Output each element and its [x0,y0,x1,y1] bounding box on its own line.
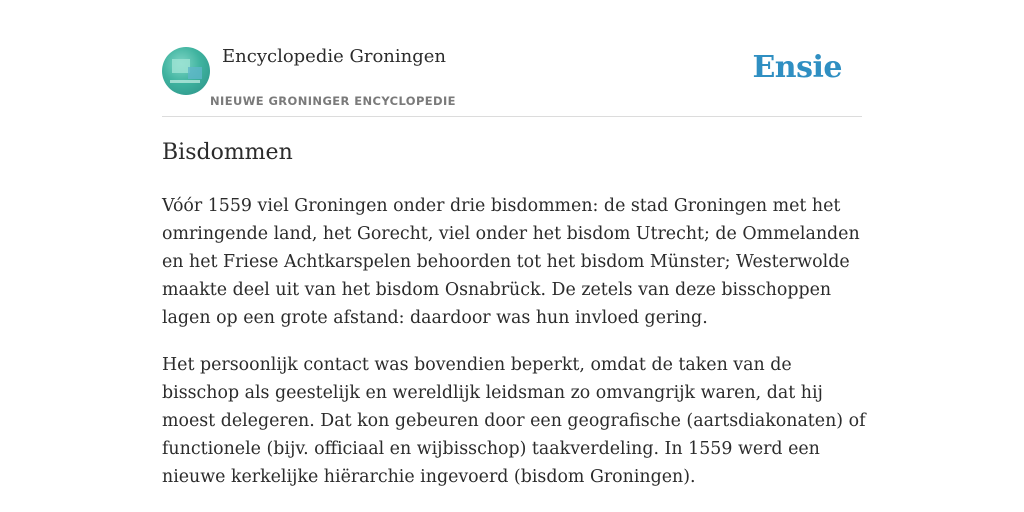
article-title: Bisdommen [162,140,293,165]
ensie-brand-link[interactable]: Ensie [752,50,842,85]
site-subtitle: NIEUWE GRONINGER ENCYCLOPEDIE [210,94,456,108]
logo-bar [170,80,200,83]
article-paragraph: Vóór 1559 viel Groningen onder drie bisdommen: de stad Groningen met het omringende land, het Gorecht, viel onder het bisdom Utrecht; de Ommelanden en het Friese Achtkarspelen behoorden tot het bisdom Münster; Westerwolde maakte deel uit van het bisdom Osnabrück. De zetels van deze bisschoppen lagen op een grote afstand: daardoor was hun invloed gering. [162,196,860,328]
site-header [162,44,862,117]
site-logo[interactable] [162,47,210,95]
logo-tile [188,67,202,79]
site-title[interactable]: Encyclopedie Groningen [222,46,447,67]
article-paragraph: Het persoonlijk contact was bovendien beperkt, omdat de taken van de bisschop als geestelijk en wereldlijk leidsman zo omvangrijk waren, dat hij moest delegeren. Dat kon gebeuren door een geografische (aartsdiakonaten) of functionele (bijv. officiaal en wijbisschop) taakverdeling. In 1559 werd een nieuwe kerkelijke hiërarchie ingevoerd (bisdom Groningen). [162,355,866,487]
